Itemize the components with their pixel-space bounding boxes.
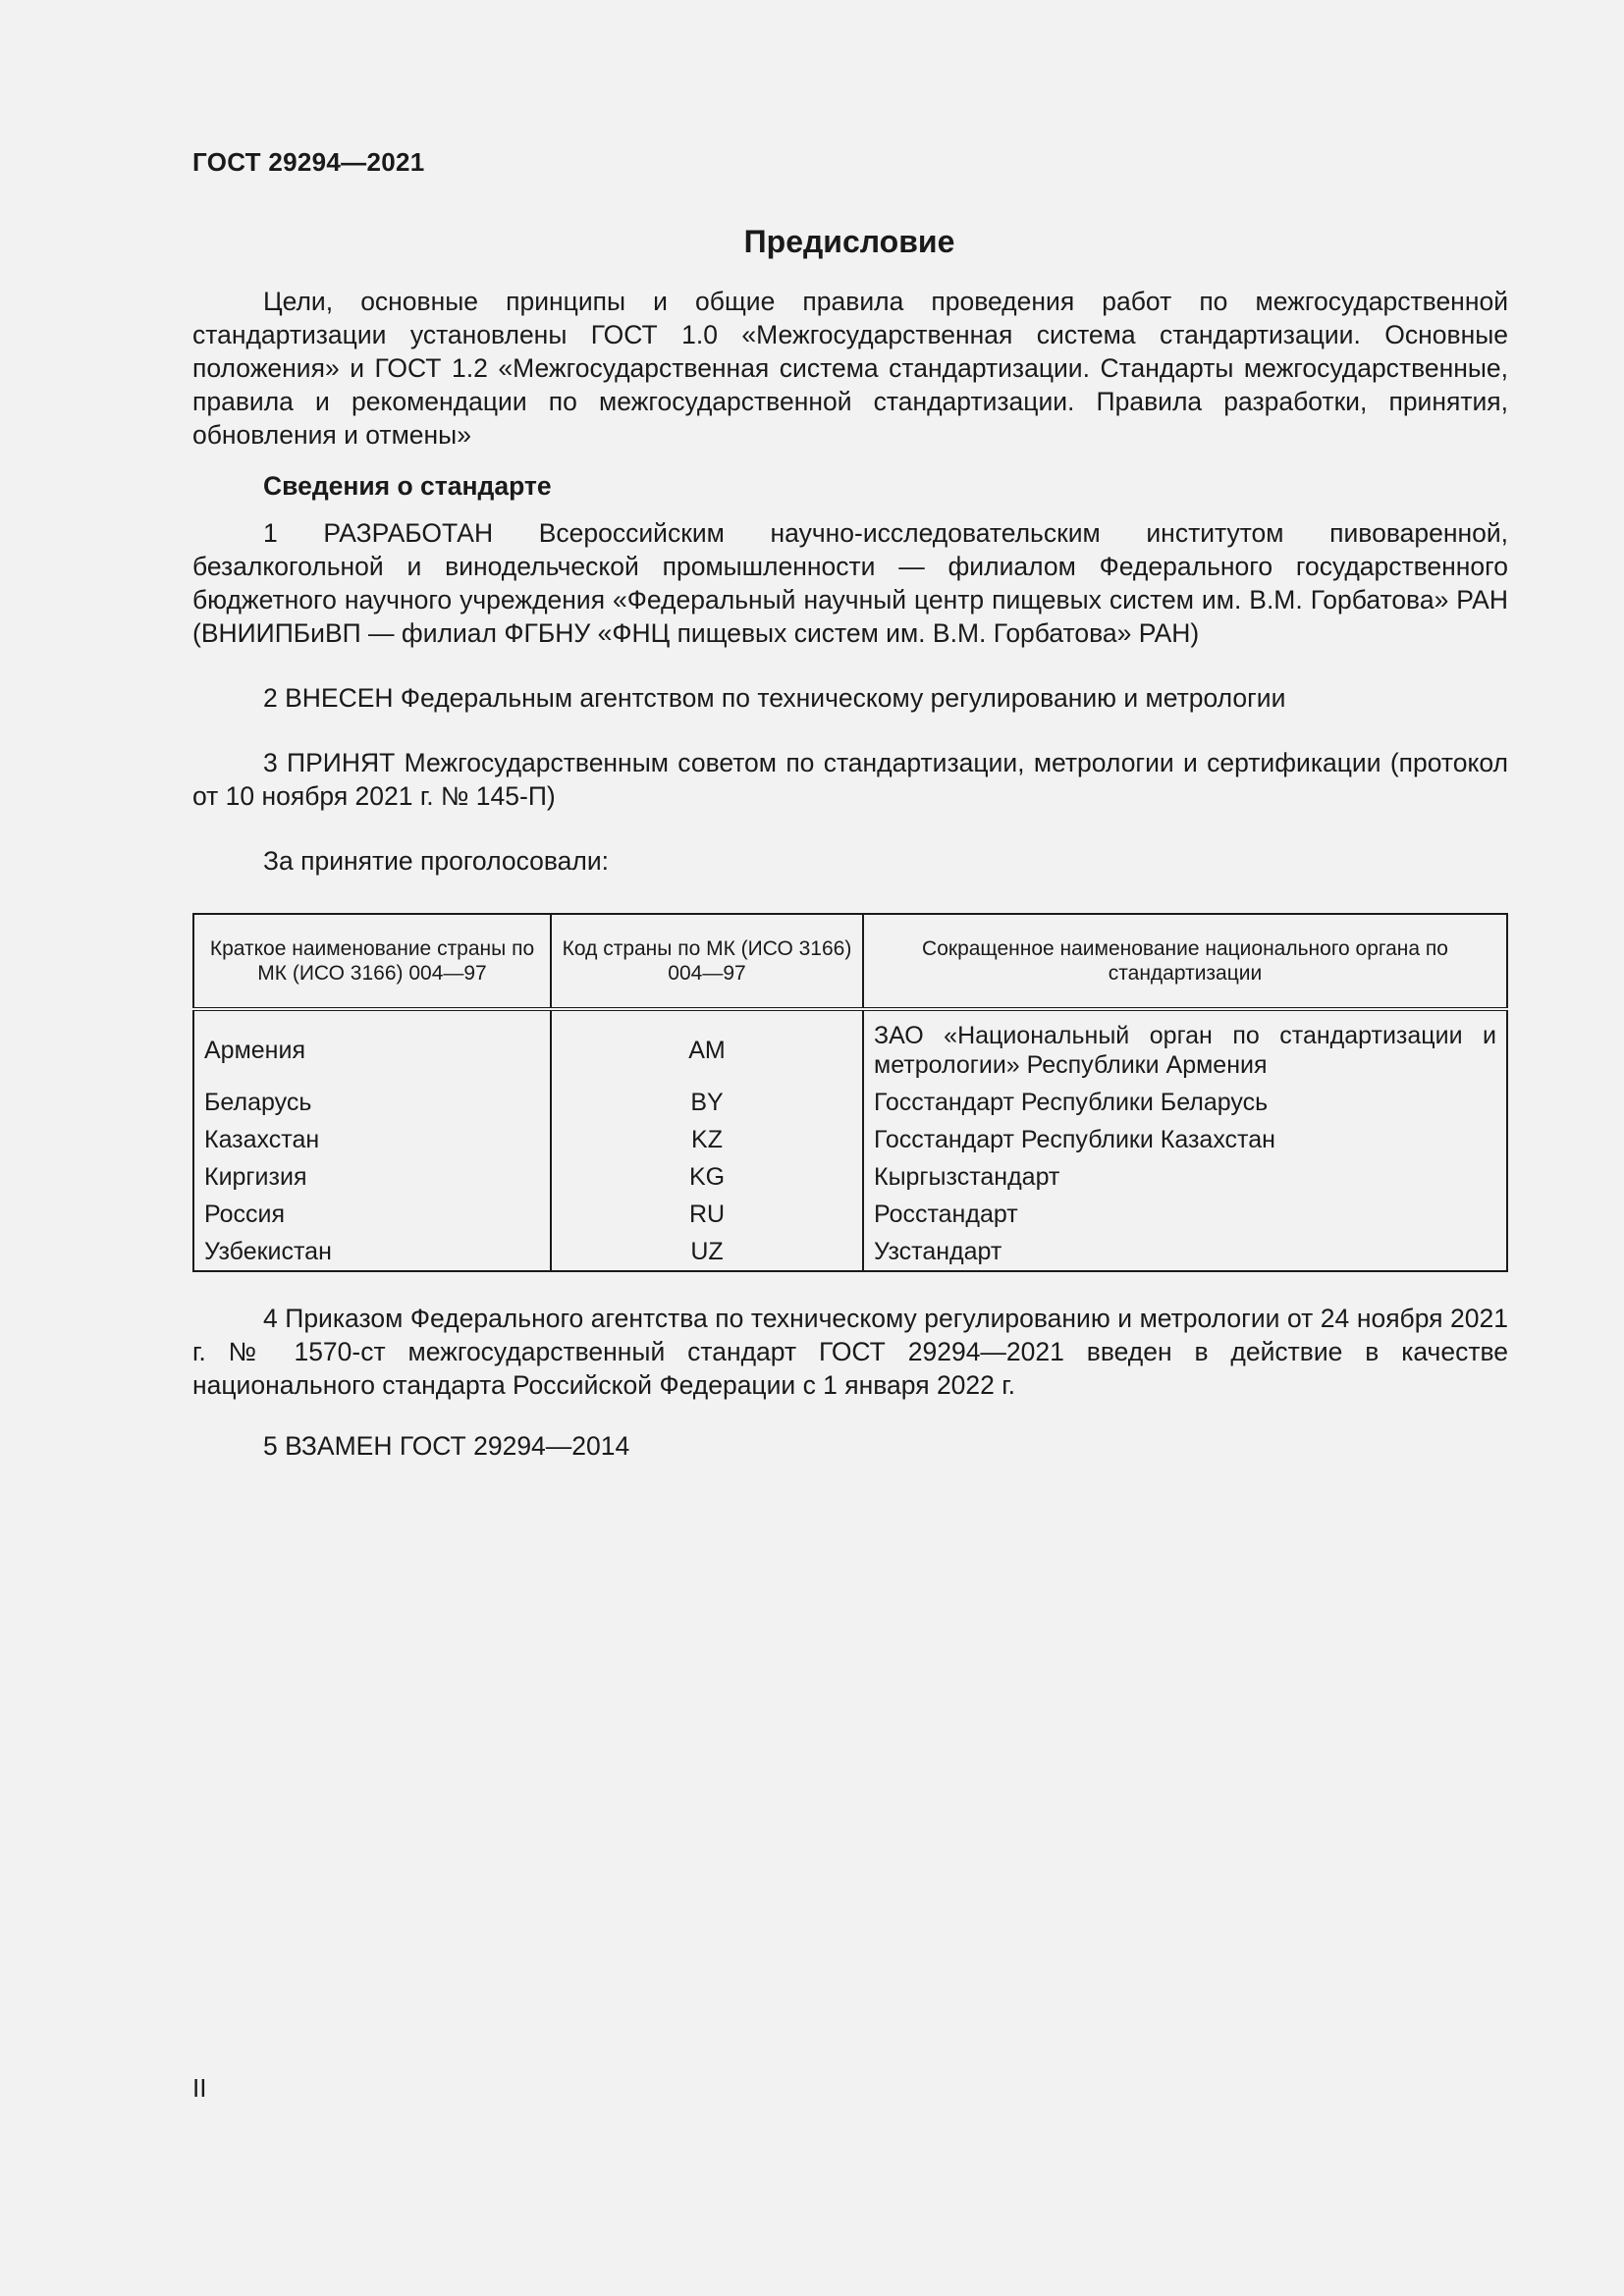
table-row: [193, 1084, 1507, 1121]
header-organ: Сокращенное наименование национального органа по стандартизации: [863, 914, 1507, 1009]
cell-country: Россия: [193, 1196, 551, 1233]
countries-table: [192, 913, 1508, 1272]
cell-code: AM: [551, 1009, 863, 1084]
document-code-header: ГОСТ 29294—2021: [192, 147, 425, 177]
cell-organ: Госстандарт Республики Беларусь: [863, 1084, 1507, 1121]
cell-organ: Узстандарт: [863, 1233, 1507, 1271]
table-header-row: [193, 914, 1507, 1009]
section-title: Предисловие: [743, 224, 955, 259]
cell-organ: Кыргызстандарт: [863, 1158, 1507, 1196]
cell-code: UZ: [551, 1233, 863, 1271]
page-number: II: [192, 2073, 207, 2103]
cell-country: Беларусь: [193, 1084, 551, 1121]
cell-country: Киргизия: [193, 1158, 551, 1196]
table-row: [193, 1233, 1507, 1271]
cell-organ: Госстандарт Республики Казахстан: [863, 1121, 1507, 1158]
item-developed: 1 РАЗРАБОТАН Всероссийским научно-исследовательским институтом пивоваренной, безалкогольной и винодельческой промышленности — филиалом Федерального государственного бюджетного научного учреждения «Федеральный научный центр пищевых систем им. В.М. Горбатова» РАН (ВНИИПБиВП — филиал ФГБНУ «ФНЦ пищевых систем им. В.М. Горбатова» РАН): [192, 518, 1508, 648]
item-replaces: 5 ВЗАМЕН ГОСТ 29294—2014: [263, 1431, 630, 1461]
item-adopted: 3 ПРИНЯТ Межгосударственным советом по стандартизации, метрологии и сертификации (протокол от 10 ноября 2021 г. № 145-П): [192, 748, 1508, 811]
cell-organ: Росстандарт: [863, 1196, 1507, 1233]
cell-organ: ЗАО «Национальный орган по стандартизации и метрологии» Республики Армения: [863, 1009, 1507, 1084]
header-code: Код страны по МК (ИСО 3166) 004—97: [551, 914, 863, 1009]
cell-country: Узбекистан: [193, 1233, 551, 1271]
preface-content: [192, 285, 1508, 1463]
cell-code: RU: [551, 1196, 863, 1233]
item-introduced: 2 ВНЕСЕН Федеральным агентством по техническому регулированию и метрологии: [263, 683, 1286, 713]
table-row: [193, 1196, 1507, 1233]
cell-country: Армения: [193, 1009, 551, 1084]
table-row: [193, 1121, 1507, 1158]
cell-country: Казахстан: [193, 1121, 551, 1158]
cell-code: BY: [551, 1084, 863, 1121]
intro-paragraph: Цели, основные принципы и общие правила проведения работ по межгосударственной стандартизации установлены ГОСТ 1.0 «Межгосударственная система стандартизации. Основные положения» и ГОСТ 1.2 «Межгосударственная система стандартизации. Стандарты межгосударственные, правила и рекомендации по межгосударственной стандартизации. Правила разработки, принятия, обновления и отмены»: [192, 287, 1508, 450]
cell-code: KZ: [551, 1121, 863, 1158]
voted-label: За принятие проголосовали:: [263, 846, 610, 876]
standard-info-heading: Сведения о стандарте: [263, 471, 552, 501]
header-country: Краткое наименование страны по МК (ИСО 3166) 004—97: [193, 914, 551, 1009]
table-row: [193, 1158, 1507, 1196]
cell-code: KG: [551, 1158, 863, 1196]
item-order: 4 Приказом Федерального агентства по техническому регулированию и метрологии от 24 ноября 2021 г. № 1570-ст межгосударственный стандарт ГОСТ 29294—2021 введен в действие в качестве национального стандарта Российской Федерации с 1 января 2022 г.: [192, 1304, 1508, 1400]
table-row: [193, 1009, 1507, 1084]
